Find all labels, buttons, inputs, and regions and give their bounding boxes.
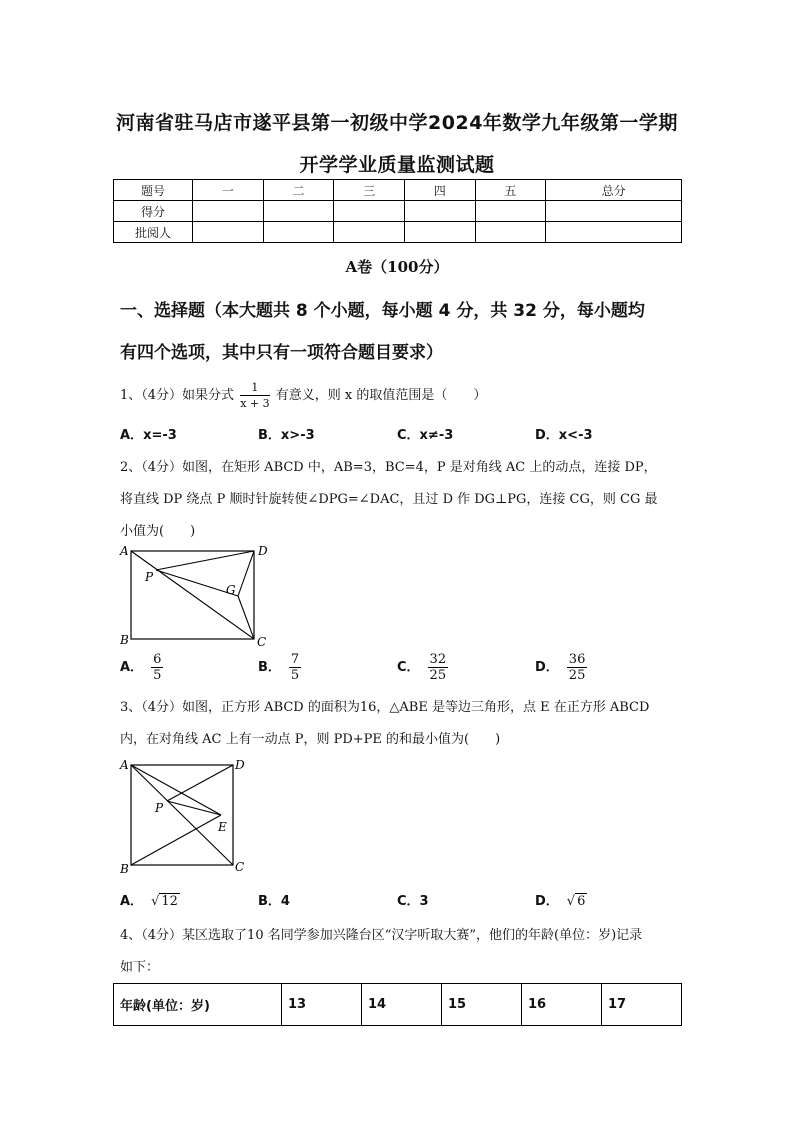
q3-label-d: D: [235, 758, 245, 772]
question-3-line2: 内，在对角线 AC 上有一动点 P，则 PD+PE 的和最小值为( ): [120, 732, 501, 747]
q2-option-a[interactable]: A． $\frac{6}{5}$: [120, 652, 162, 683]
q3-option-d[interactable]: D． √ 6: [535, 894, 586, 909]
score-cell[interactable]: [193, 222, 264, 243]
q1-frac-den: x + 3: [240, 397, 270, 410]
q2-label-p: P: [145, 570, 154, 584]
score-cell[interactable]: [546, 201, 682, 222]
score-header-cell: 题号: [114, 180, 193, 201]
question-4-line1: 4、（4分）某区选取了10 名同学参加兴隆台区“汉字听取大赛”，他们的年龄(单位：岁)记录: [120, 928, 643, 943]
score-cell[interactable]: [475, 222, 546, 243]
score-header-cell: 一: [193, 180, 264, 201]
q1-option-c[interactable]: C．x≠-3: [397, 428, 454, 443]
q1-suffix: 有意义，则 x 的取值范围是（ ）: [275, 388, 487, 403]
q3-square-figure: [112, 754, 252, 876]
q1-prefix: 1、（4分）如果分式: [120, 388, 235, 403]
age-table: [113, 983, 682, 1026]
q2-option-b[interactable]: B． $\frac{7}{5}$: [258, 652, 300, 683]
score-cell[interactable]: [263, 222, 334, 243]
score-table: [113, 179, 682, 243]
score-row-label: 得分: [114, 201, 193, 222]
score-cell[interactable]: [263, 201, 334, 222]
score-cell[interactable]: [334, 222, 405, 243]
section-a-title: A卷（100分）: [345, 258, 449, 276]
question-2-line2: 将直线 DP 绕点 P 顺时针旋转使∠DPG=∠DAC，且过 D 作 DG⊥PG，连接 CG，则 CG 最: [120, 492, 658, 507]
age-cell: 16: [522, 984, 602, 1026]
q2-rectangle-figure: [112, 542, 282, 650]
q1-option-b[interactable]: B．x>-3: [258, 428, 315, 443]
page-title: 河南省驻马店市遂平县第一初级中学2024年数学九年级第一学期: [116, 112, 678, 134]
q3-diagonal-ac: [131, 765, 233, 865]
q1-frac-num: 1: [240, 380, 269, 396]
q2-option-c[interactable]: C． $\frac{32}{25}$: [397, 652, 447, 683]
q2-label-c: C: [257, 635, 267, 649]
q3-option-c[interactable]: C．3: [397, 894, 429, 909]
question-1: [120, 380, 486, 411]
score-header-cell: 四: [404, 180, 475, 201]
q3-option-b[interactable]: B．4: [258, 894, 290, 909]
q2-label-a: A: [120, 544, 129, 558]
score-header-cell: 总分: [546, 180, 682, 201]
age-cell: 17: [602, 984, 682, 1026]
part1-heading: 一、选择题（本大题共 8 个小题，每小题 4 分，共 32 分，每小题均: [120, 301, 645, 321]
score-cell[interactable]: [404, 222, 475, 243]
score-row-label: 批阅人: [114, 222, 193, 243]
age-cell: 13: [282, 984, 362, 1026]
score-cell[interactable]: [334, 201, 405, 222]
q2-line-pd: [156, 551, 254, 570]
q2-line-dg: [238, 551, 254, 596]
age-cell: 14: [362, 984, 442, 1026]
q3-line-pd: [167, 765, 233, 801]
question-4-line2: 如下：: [120, 960, 160, 975]
question-3-line1: 3、（4分）如图，正方形 ABCD 的面积为16，△ABE 是等边三角形，点 E 在正方形 ABCD: [120, 700, 650, 715]
score-cell[interactable]: [193, 201, 264, 222]
q3-line-ae: [131, 765, 221, 815]
question-2-line3: 小值为( ): [120, 524, 196, 539]
q3-label-b: B: [120, 862, 129, 876]
q1-fraction: [240, 380, 269, 411]
score-header-cell: 三: [334, 180, 405, 201]
age-table-header: 年龄(单位：岁): [114, 984, 282, 1026]
q3-label-p: P: [155, 801, 164, 815]
q2-line-cg: [238, 596, 254, 639]
score-header-cell: 五: [475, 180, 546, 201]
q1-option-d[interactable]: D．x<-3: [535, 428, 593, 443]
q2-label-b: B: [120, 633, 129, 647]
score-cell[interactable]: [475, 201, 546, 222]
page-subtitle: 开学学业质量监测试题: [299, 154, 495, 176]
q2-label-d: D: [258, 544, 268, 558]
score-table-header-row: [114, 180, 682, 201]
part1-heading-cont: 有四个选项，其中只有一项符合题目要求）: [120, 343, 443, 363]
q3-label-e: E: [218, 820, 227, 834]
q2-option-d[interactable]: D． $\frac{36}{25}$: [535, 652, 586, 683]
score-table-row: [114, 222, 682, 243]
question-2-line1: 2、（4分）如图，在矩形 ABCD 中，AB=3，BC=4，P 是对角线 AC 上的动点，连接 DP，: [120, 460, 657, 475]
score-table-row: [114, 201, 682, 222]
score-cell[interactable]: [546, 222, 682, 243]
age-table-row: [114, 984, 682, 1026]
q3-label-c: C: [235, 860, 245, 874]
q2-label-g: G: [226, 583, 236, 597]
q3-label-a: A: [120, 758, 129, 772]
q3-option-a[interactable]: A． √ 12: [120, 894, 178, 909]
q1-option-a[interactable]: A．x=-3: [120, 428, 177, 443]
score-header-cell: 二: [263, 180, 334, 201]
age-cell: 15: [442, 984, 522, 1026]
score-cell[interactable]: [404, 201, 475, 222]
